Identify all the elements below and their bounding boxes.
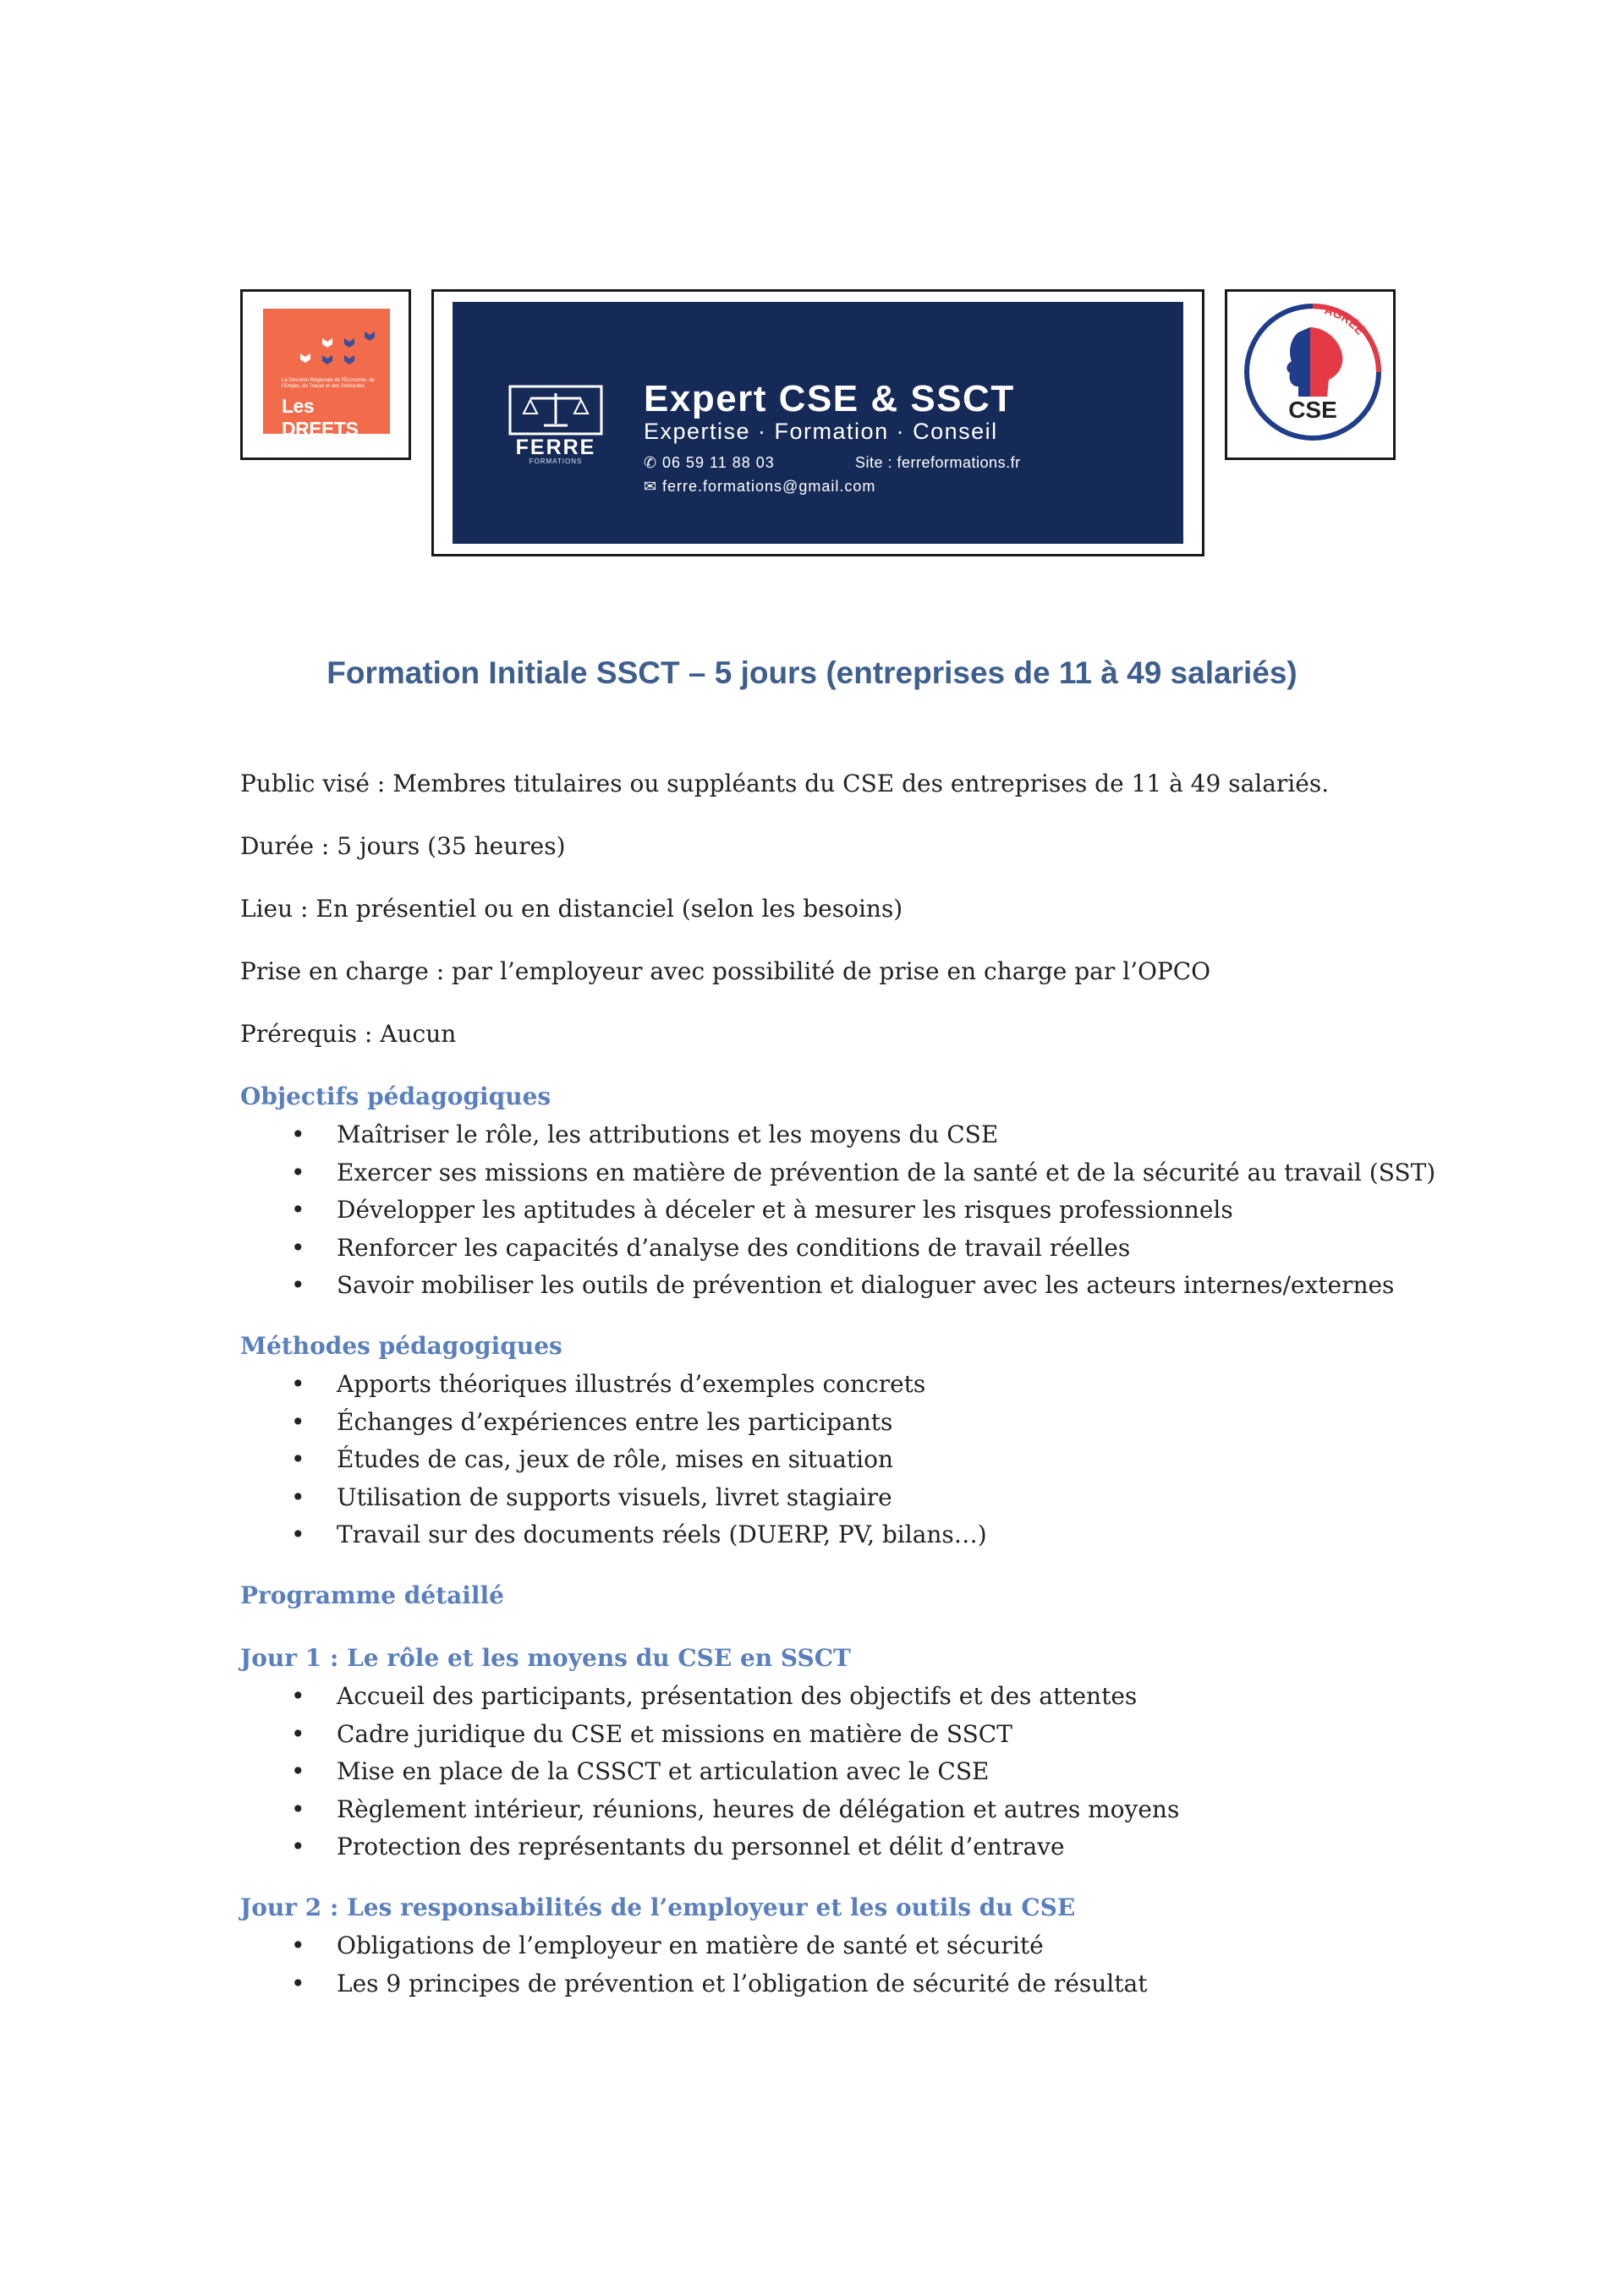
list-item: • Mise en place de la CSSCT et articulation avec le CSE xyxy=(240,1753,1179,1791)
bullet-icon: • xyxy=(291,1969,305,1997)
agree-cse-seal xyxy=(1243,302,1383,442)
list-item: • Exercer ses missions en matière de prévention de la santé et de la sécurité au travail (SST) xyxy=(240,1154,1435,1192)
bullet-icon: • xyxy=(291,1757,305,1785)
list-item: • Apports théoriques illustrés d’exemples concrets xyxy=(240,1366,987,1404)
heading-jour-2: Jour 2 : Les responsabilités de l’employeur et les outils du CSE xyxy=(240,1893,1076,1921)
list-jour-1 xyxy=(240,1678,1179,1866)
dreets-logo xyxy=(240,289,411,460)
ferre-phone-row xyxy=(644,454,775,472)
bullet-icon: • xyxy=(291,1445,305,1473)
list-item: • Études de cas, jeux de rôle, mises en situation xyxy=(240,1441,987,1479)
list-methodes xyxy=(240,1366,987,1554)
heading-programme: Programme détaillé xyxy=(240,1581,504,1609)
agree-cse-label: CSE xyxy=(1288,397,1337,423)
bullet-icon: • xyxy=(291,1795,305,1823)
list-item: • Les 9 principes de prévention et l’obligation de sécurité de résultat xyxy=(240,1965,1147,2003)
heading-objectifs: Objectifs pédagogiques xyxy=(240,1082,551,1110)
list-item: • Échanges d’expériences entre les participants xyxy=(240,1404,987,1442)
info-duree: Durée : 5 jours (35 heures) xyxy=(240,832,566,860)
ferre-brand: FERRE xyxy=(515,436,596,459)
list-item: • Protection des représentants du personnel et délit d’entrave xyxy=(240,1828,1179,1866)
info-prise-en-charge: Prise en charge : par l’employeur avec possibilité de prise en charge par l’OPCO xyxy=(240,957,1211,985)
mail-icon: ✉ xyxy=(644,478,658,495)
ferre-phone: 06 59 11 88 03 xyxy=(662,454,775,471)
ferre-brand-sub: FORMATIONS xyxy=(529,458,583,465)
bullet-icon: • xyxy=(291,1521,305,1548)
ferre-site: Site : ferreformations.fr xyxy=(855,454,1021,471)
bullet-icon: • xyxy=(291,1682,305,1710)
dreets-logo-panel xyxy=(263,309,390,440)
list-item: • Accueil des participants, présentation des objectifs et des attentes xyxy=(240,1678,1179,1716)
info-public: Public visé : Membres titulaires ou suppléants du CSE des entreprises de 11 à 49 salariés. xyxy=(240,770,1330,797)
bullet-icon: • xyxy=(291,1482,305,1511)
list-item: • Maîtriser le rôle, les attributions et les moyens du CSE xyxy=(240,1116,1435,1154)
heading-methodes: Méthodes pédagogiques xyxy=(240,1332,562,1360)
bullet-icon: • xyxy=(291,1196,305,1224)
dreets-book-icon xyxy=(263,309,390,376)
ferre-banner xyxy=(453,302,1183,544)
bullet-icon: • xyxy=(291,1271,305,1299)
info-lieu: Lieu : En présentiel ou en distanciel (selon les besoins) xyxy=(240,895,903,923)
bullet-icon: • xyxy=(291,1719,305,1748)
dreets-caption: La Direction Régionale de l'Économie, de l'Emploi, du Travail et des Solidarités xyxy=(282,378,375,389)
list-jour-2 xyxy=(240,1927,1147,2003)
list-item: • Savoir mobiliser les outils de prévention et dialoguer avec les acteurs internes/externes xyxy=(240,1267,1435,1305)
bullet-icon: • xyxy=(291,1932,305,1959)
ferre-email: ferre.formations@gmail.com xyxy=(662,478,876,495)
list-objectifs xyxy=(240,1116,1435,1305)
list-item: • Obligations de l’employeur en matière de santé et sécurité xyxy=(240,1927,1147,1965)
bullet-icon: • xyxy=(291,1833,305,1860)
list-item: • Renforcer les capacités d’analyse des conditions de travail réelles xyxy=(240,1230,1435,1268)
bullet-icon: • xyxy=(291,1158,305,1186)
heading-jour-1: Jour 1 : Le rôle et les moyens du CSE en SSCT xyxy=(240,1644,851,1672)
bullet-icon: • xyxy=(291,1233,305,1262)
ferre-email-row xyxy=(644,478,875,496)
phone-icon: ✆ xyxy=(644,454,658,471)
bullet-icon: • xyxy=(291,1121,305,1148)
info-prerequis: Prérequis : Aucun xyxy=(240,1020,457,1048)
scales-of-justice-icon xyxy=(507,385,605,436)
bullet-icon: • xyxy=(291,1407,305,1436)
agree-cse-logo xyxy=(1225,289,1396,460)
ferre-formations-logo xyxy=(431,289,1204,556)
list-item: • Travail sur des documents réels (DUERP, PV, bilans…) xyxy=(240,1516,987,1554)
list-item: • Développer les aptitudes à déceler et à mesurer les risques professionnels xyxy=(240,1192,1435,1230)
svg-text:AGRÉÉ: AGRÉÉ xyxy=(1323,303,1368,337)
bullet-icon: • xyxy=(291,1370,305,1398)
dreets-name: Les DREETS xyxy=(282,395,359,440)
document-title: Formation Initiale SSCT – 5 jours (entreprises de 11 à 49 salariés) xyxy=(326,655,1298,690)
ferre-tagline: Expertise · Formation · Conseil xyxy=(644,419,998,444)
list-item: • Utilisation de supports visuels, livret stagiaire xyxy=(240,1479,987,1517)
list-item: • Règlement intérieur, réunions, heures de délégation et autres moyens xyxy=(240,1791,1179,1829)
list-item: • Cadre juridique du CSE et missions en matière de SSCT xyxy=(240,1716,1179,1754)
ferre-title: Expert CSE & SSCT xyxy=(644,378,1015,419)
